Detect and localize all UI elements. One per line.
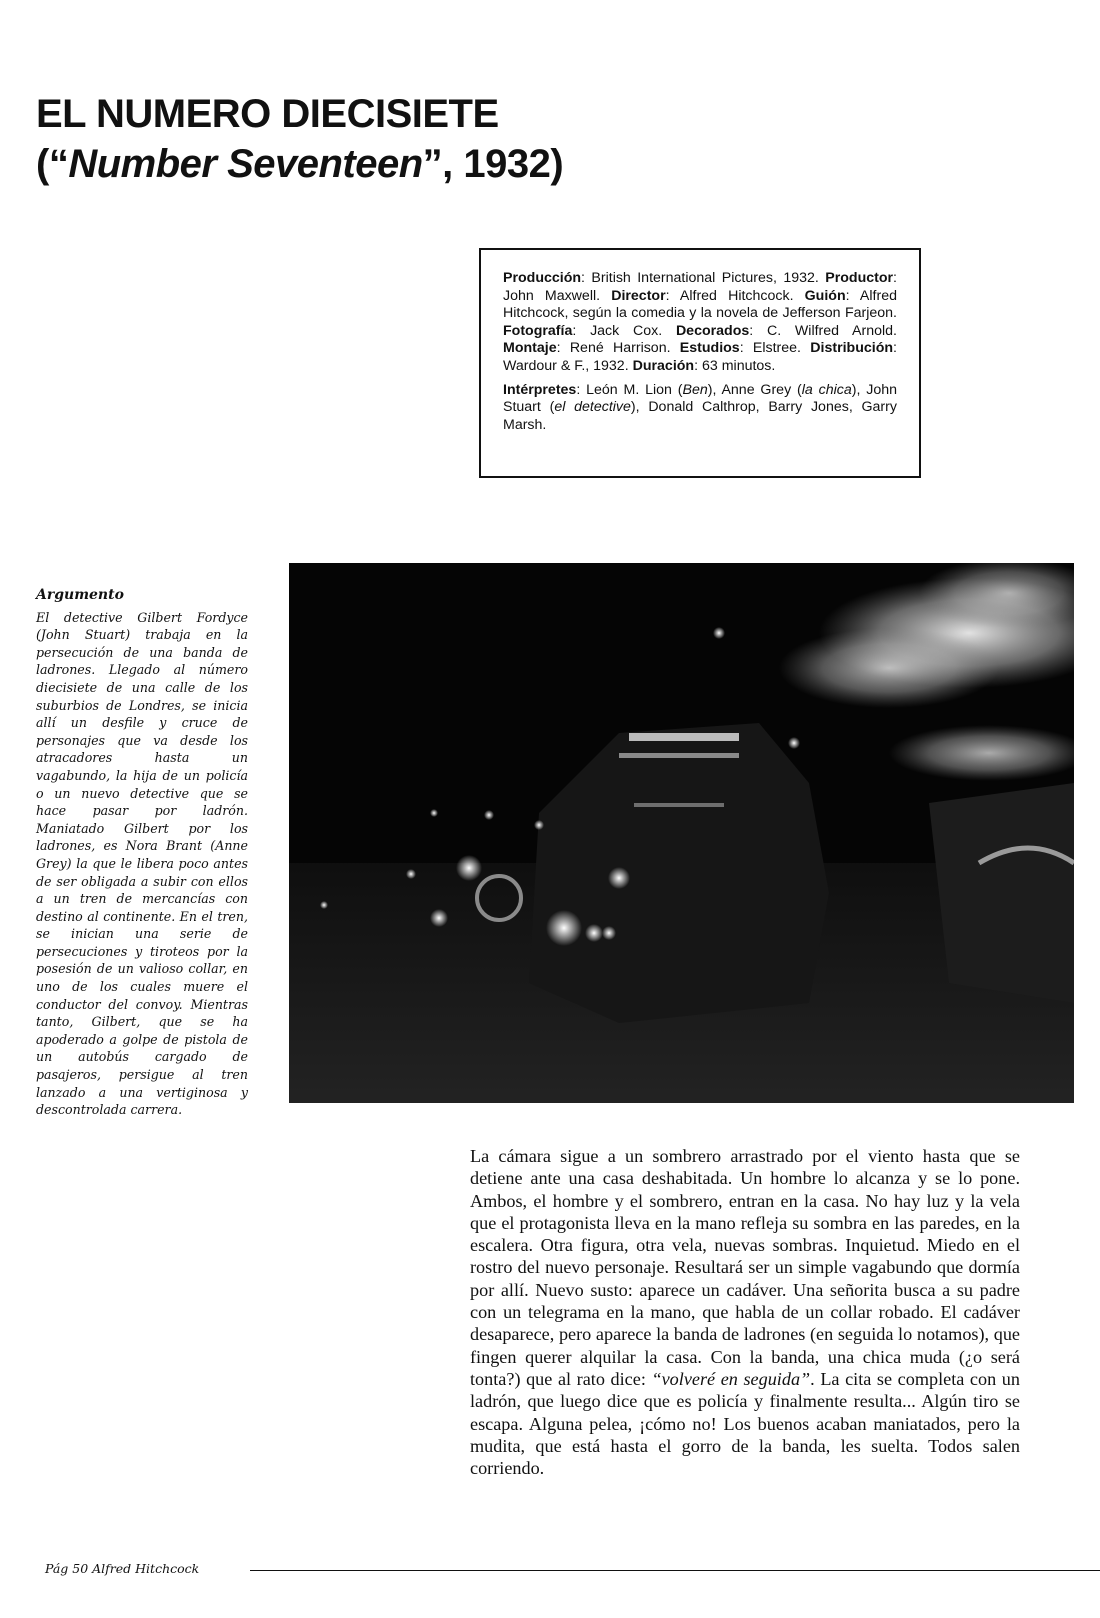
label-produccion: Producción	[503, 270, 582, 286]
synopsis-text: El detective Gilbert Fordyce (John Stuart) trabaja en la persecución de una banda de ladrones. Llegado al número diecisiete de una calle de los suburbios de Londres, se inicia allí un desfile y cruce de personajes que va desde los atracadores hasta un vagabundo, la hija de un policía o un nuevo detective que se hace pasar por ladrón. Maniatado Gilbert por los ladrones, es Nora Brant (Anne Grey) la que le libera poco antes de ser obligada a subir con ellos a un tren de mercancías con destino al continente. En el tren, se inician una serie de persecuciones y tiroteos por la posesión de un valioso collar, en uno de los cuales muere el conductor del convoy. Mientras tanto, Gilbert, que se ha apoderado a golpe de pistola de un autobús cargado de pasajeros, persigue al tren lanzado a una vertiginosa y descontrolada carrera.	[36, 609, 248, 1118]
cast-role: el detective	[554, 399, 631, 416]
value-montaje: René Harrison.	[569, 340, 671, 357]
title-close: ”, 1932)	[422, 141, 564, 186]
label-estudios: Estudios	[679, 340, 740, 357]
body-part1: La cámara sigue a un sombrero arrastrado por el viento hasta que se detiene ante una casa deshabitada. Un hombre lo alcanza y se lo pone. Ambos, el hombre y el sombrero, entran en la casa. No hay luz y la vela que el protagonista lleva en la mano refleja su sombra en las paredes, en la escalera. Otra figura, otra vela, nuevas sombras. Inquietud. Miedo en el rostro del nuevo personaje. Resultará ser un simple vagabundo que dormía por allí. Nuevo susto: aparece un cadáver. Una señorita busca a su padre con un telegrama en la mano, que habla de un collar robado. El cadáver desaparece, pero aparece la banda de ladrones (en seguida lo notamos), que fingen querer alquilar la casa. Con la banda, una chica muda (¿o será tonta?) que al rato dice:	[470, 1146, 1020, 1389]
footer-divider	[250, 1570, 1100, 1571]
label-director: Director	[611, 287, 666, 304]
value-duracion: 63 minutos.	[702, 357, 776, 374]
value-guion: Alfred Hitchcock, según la comedia y la novela de Jefferson Farjeon.	[503, 287, 897, 322]
value-fotografia: Jack Cox.	[590, 322, 663, 339]
cast-role: Ben	[682, 381, 708, 398]
page-footer: Pág 50 Alfred Hitchcock	[45, 1561, 200, 1576]
value-distribucion: Wardour & F., 1932.	[503, 357, 629, 374]
cast-text: ), Anne Grey (	[707, 381, 802, 398]
film-still-image	[289, 563, 1074, 1103]
label-productor: Productor	[825, 270, 894, 286]
credits-technical: Producción: British International Pictures, 1932. Productor: John Maxwell. Director: Alfred Hitchcock. Guión: Alfred Hitchcock, según la comedia y la novela de Jefferson Farjeon. Fotografía: Jack Cox. Decorados: C. Wilfred Arnold. Montaje: René Harrison. Estudios: Elstree. Distribución: Wardour & F., 1932. Duración: 63 minutos.	[503, 270, 897, 374]
body-quote: “volveré en seguida”	[651, 1368, 811, 1389]
cast-role: la chica	[801, 381, 852, 398]
value-decorados: C. Wilfred Arnold.	[766, 322, 897, 339]
value-estudios: Elstree.	[752, 340, 802, 357]
label-montaje: Montaje	[503, 340, 557, 357]
film-still-photo	[289, 563, 1074, 1103]
body-part2: . La cita se completa con un ladrón, que luego dice que es policía y finalmente resulta... Algún tiro se escapa. Alguna pelea, ¡cómo no! Los buenos acaban maniatados, pero la mudita, que está hasta el gorro de la banda, les suelta. Todos salen corriendo.	[470, 1368, 1020, 1479]
synopsis-heading: Argumento	[36, 587, 124, 603]
credits-box	[479, 248, 921, 478]
value-produccion: British International Pictures, 1932.	[591, 270, 819, 286]
cast-text: ), Donald Calthrop, Barry Jones, Garry Marsh.	[503, 399, 897, 433]
label-guion: Guión	[804, 287, 846, 304]
title-original: Number Seventeen	[68, 141, 423, 186]
page-title	[36, 89, 656, 189]
credits-cast: Intérpretes: León M. Lion (Ben), Anne Grey (la chica), John Stuart (el detective), Donald Calthrop, Barry Jones, Garry Marsh.	[503, 381, 897, 433]
cast-text: León M. Lion (	[586, 381, 683, 398]
title-open: (“	[36, 141, 69, 186]
label-distribucion: Distribución	[810, 340, 894, 357]
label-decorados: Decorados	[675, 322, 750, 339]
article-body	[470, 1145, 1020, 1479]
cast-text: ), John Stuart (	[503, 381, 897, 416]
value-productor: John Maxwell.	[503, 287, 601, 304]
label-duracion: Duración	[632, 357, 695, 374]
title-spanish: EL NUMERO DIECISIETE	[36, 91, 499, 136]
synopsis-sidebar	[36, 587, 248, 1119]
label-fotografia: Fotografía	[503, 322, 573, 339]
title-original-line	[36, 139, 656, 189]
value-director: Alfred Hitchcock.	[679, 287, 794, 304]
label-interpretes: Intérpretes	[503, 381, 577, 398]
